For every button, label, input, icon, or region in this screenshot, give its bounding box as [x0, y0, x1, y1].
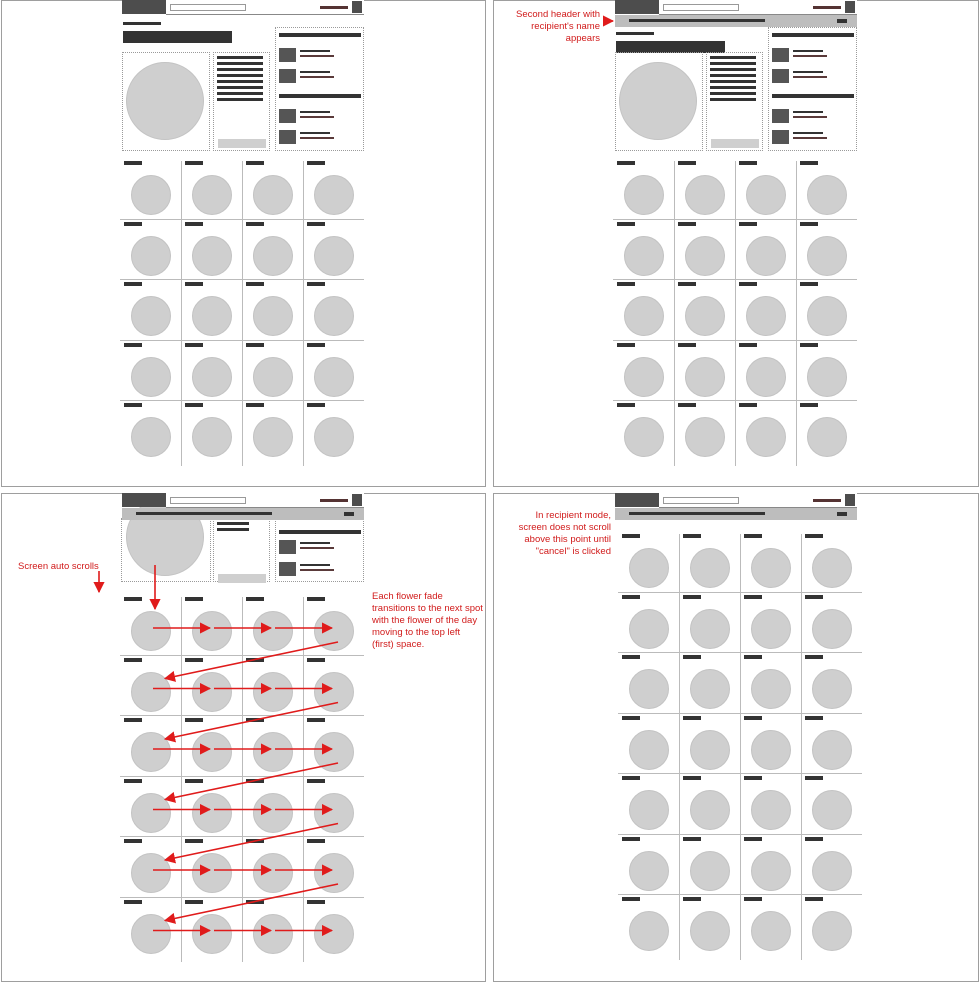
wrap-arrow — [165, 703, 338, 740]
annotation-recipient-mode: In recipient mode, screen does not scroll above this point until "cancel" is clicked — [518, 510, 611, 557]
wrap-arrow — [165, 824, 338, 861]
annotation-second-header: Second header with recipient's name appears — [516, 9, 600, 44]
annotation-auto-scroll: Screen auto scrolls — [18, 561, 99, 572]
wrap-arrow — [165, 763, 338, 800]
wrap-arrow — [165, 642, 338, 679]
wrap-arrow — [165, 884, 338, 921]
annotation-fade-transition: Each flower fade transitions to the next spot with the flower of the day moving to the top left (first) space. — [372, 591, 483, 650]
